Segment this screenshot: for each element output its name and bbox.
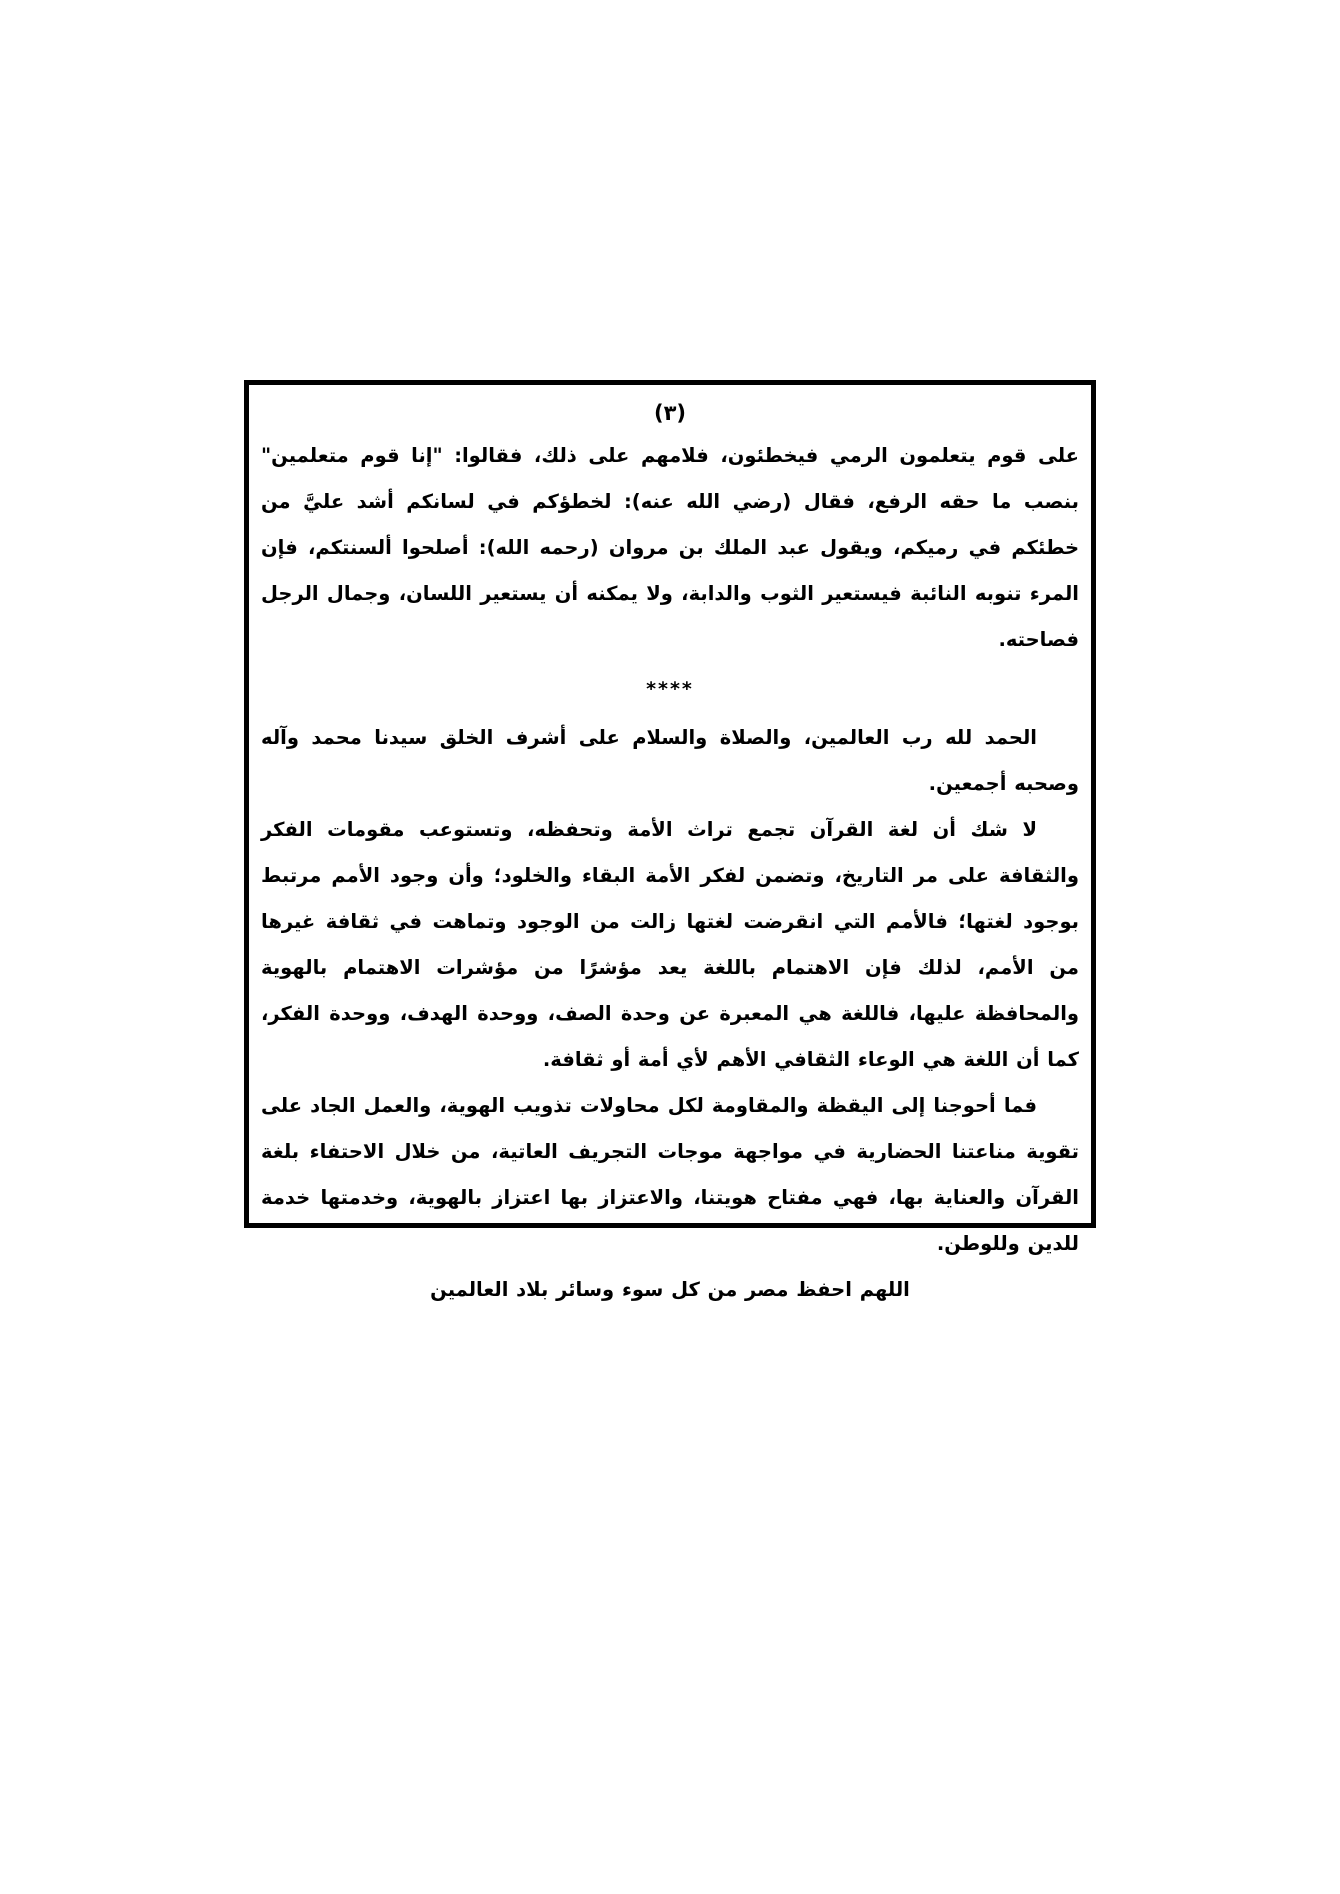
paragraph-call-to-action: فما أحوجنا إلى اليقظة والمقاومة لكل محاولات تذويب الهوية، والعمل الجاد على تقوية مناعتنا الحضارية في مواجهة موجات التجريف العاتية، من خلال الاحتفاء بلغة القرآن والعناية بها، فهي مفتاح هويتنا، والاعتزاز بها اعتزاز بالهوية، وخدمتها خدمة للدين وللوطن. <box>261 1094 1079 1255</box>
page-number: (٣) <box>653 401 687 425</box>
page-frame <box>244 380 1096 1301</box>
paragraph-praise: الحمد لله رب العالمين، والصلاة والسلام على أشرف الخلق سيدنا محمد وآله وصحبه أجمعين. <box>261 726 1079 795</box>
paragraph-quote-continuation: على قوم يتعلمون الرمي فيخطئون، فلامهم على ذلك، فقالوا: "إنا قوم متعلمين" بنصب ما حقه الرفع، فقال (رضي الله عنه): لخطؤكم في لسانكم أشد عليَّ من خطئكم في رميكم، ويقول عبد الملك بن مروان (رحمه الله): أصلحوا ألسنتكم، فإن المرء تنوبه النائبة فيستعير الثوب والدابة، ولا يمكنه أن يستعير اللسان، وجمال الرجل فصاحته. <box>261 444 1079 651</box>
closing-prayer: اللهم احفظ مصر من كل سوء وسائر بلاد العالمين <box>430 1278 910 1301</box>
page-content <box>261 393 1079 1301</box>
section-separator: **** <box>646 678 694 700</box>
paragraph-language-importance: لا شك أن لغة القرآن تجمع تراث الأمة وتحفظه، وتستوعب مقومات الفكر والثقافة على مر التاريخ، وتضمن لفكر الأمة البقاء والخلود؛ وأن وجود الأمم مرتبط بوجود لغتها؛ فالأمم التي انقرضت لغتها زالت من الوجود وتماهت في ثقافة غيرها من الأمم، لذلك فإن الاهتمام باللغة يعد مؤشرًا من مؤشرات الاهتمام بالهوية والمحافظة عليها، فاللغة هي المعبرة عن وحدة الصف، ووحدة الهدف، ووحدة الفكر، كما أن اللغة هي الوعاء الثقافي الأهم لأي أمة أو ثقافة. <box>261 818 1079 1071</box>
